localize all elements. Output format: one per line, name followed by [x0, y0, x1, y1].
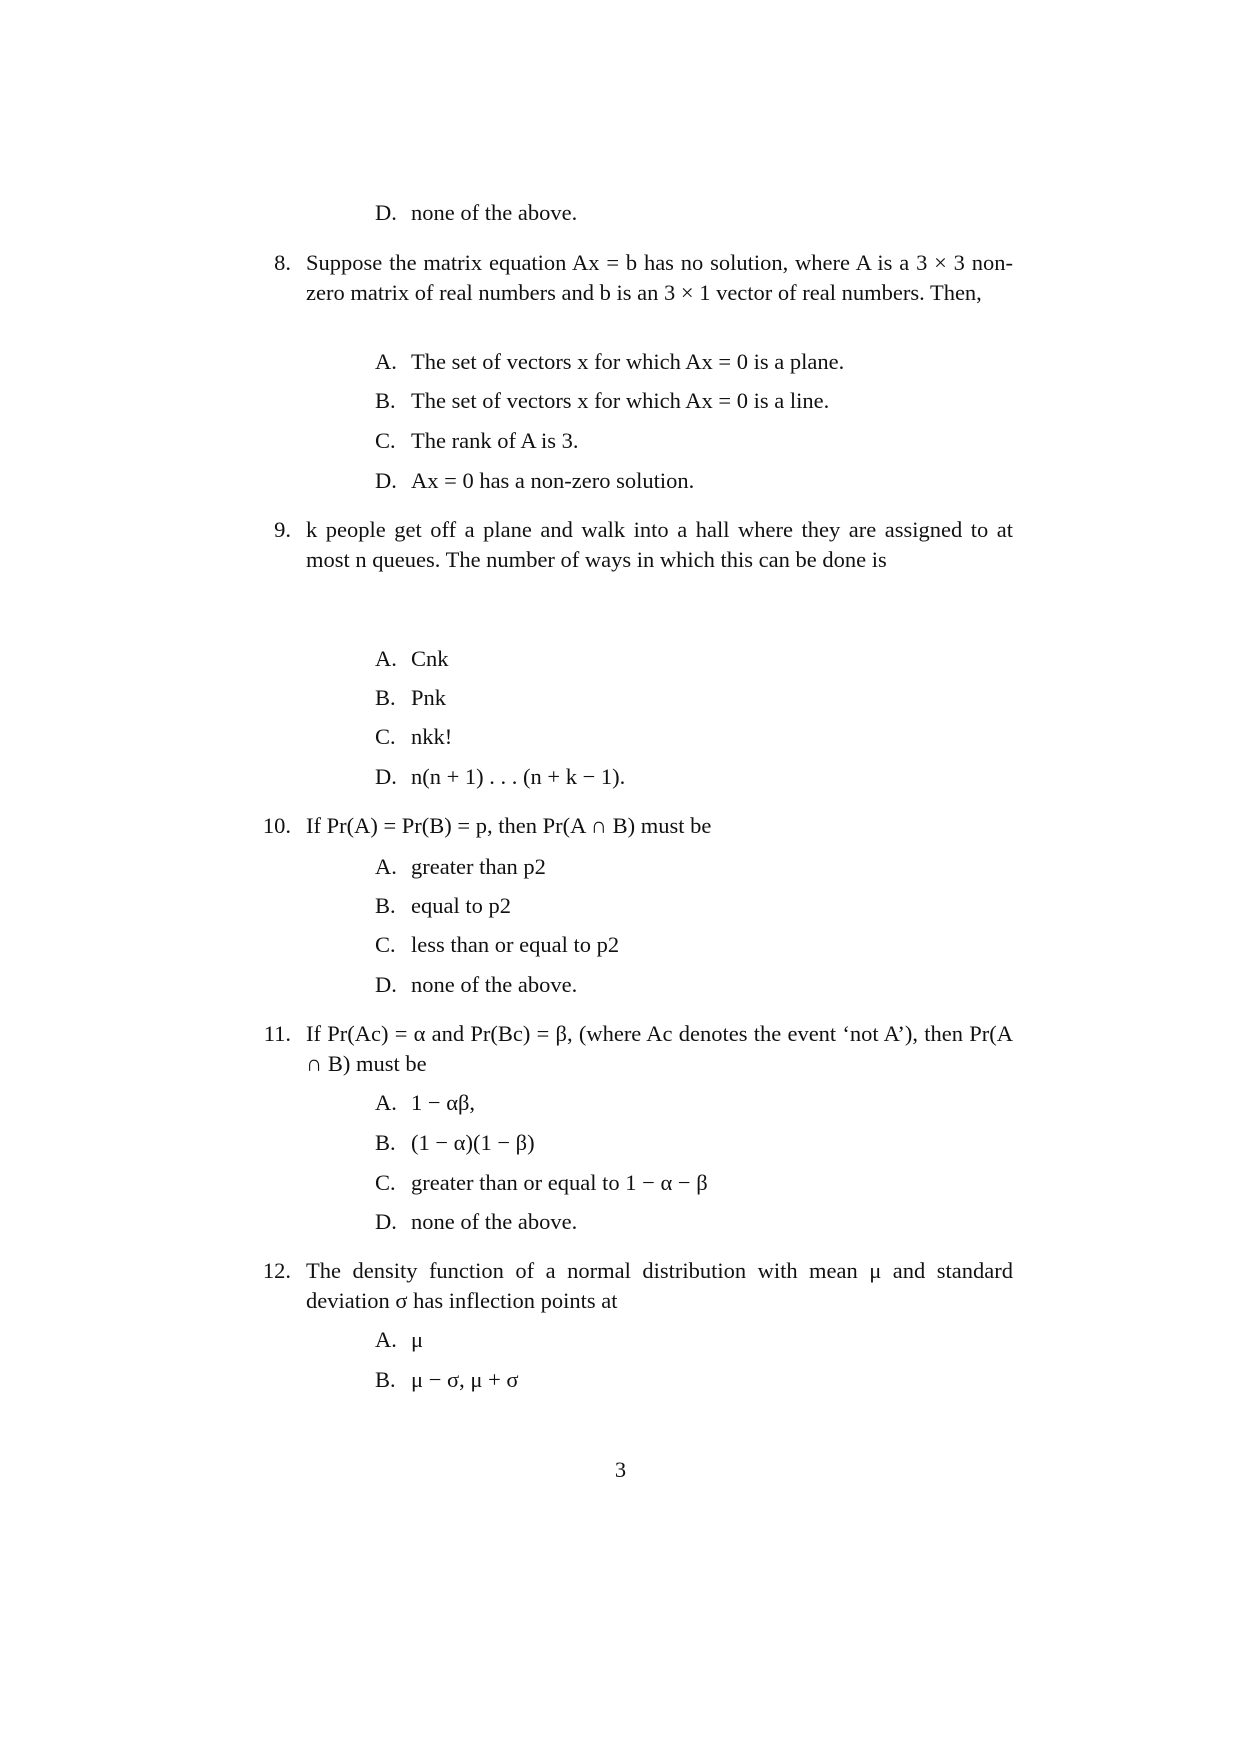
question-9-text: k people get off a plane and walk into a hall where they are assigned to at most n queues. The number of ways in which this can be done is [306, 517, 1013, 572]
q8-option-a: A. The set of vectors x for which Ax = 0 is a plane. [375, 349, 845, 374]
question-number: 8. [274, 250, 291, 275]
q9-option-d: D. n(n + 1) . . . (n + k − 1). [375, 764, 626, 789]
question-10-text: If Pr(A) = Pr(B) = p, then Pr(A ∩ B) must be [306, 813, 712, 838]
q11-option-d: D. none of the above. [375, 1209, 578, 1234]
q10-option-d: D. none of the above. [375, 972, 578, 997]
question-11-text: If Pr(Ac) = α and Pr(Bc) = β, (where Ac denotes the event ‘not A’), then Pr(A ∩ B) must be [306, 1021, 1013, 1076]
q8-option-d: D. Ax = 0 has a non-zero solution. [375, 468, 695, 493]
question-number: 9. [274, 517, 291, 542]
question-number: 11. [263, 1021, 291, 1046]
question-number: 10. [262, 813, 291, 838]
q12-option-a: A. μ [375, 1327, 424, 1352]
question-number: 12. [262, 1258, 291, 1283]
q10-option-c: C. less than or equal to p2 [375, 932, 620, 957]
q11-option-c: C. greater than or equal to 1 − α − β [375, 1170, 708, 1195]
q8-option-c: C. The rank of A is 3. [375, 428, 579, 453]
q7-option-d: D. none of the above. [375, 200, 578, 225]
q11-option-b: B. (1 − α)(1 − β) [375, 1130, 535, 1155]
q10-option-b: B. equal to p2 [375, 893, 511, 918]
q9-option-c: C. nkk! [375, 724, 453, 749]
q9-option-b: B. Pnk [375, 685, 447, 710]
page-number: 3 [614, 1457, 627, 1482]
q9-option-a: A. Cnk [375, 646, 449, 671]
q12-option-b: B. μ − σ, μ + σ [375, 1367, 519, 1392]
question-8-text: Suppose the matrix equation Ax = b has no solution, where A is a 3 × 3 non-zero matrix of real numbers and b is an 3 × 1 vector of real numbers. Then, [306, 250, 1013, 305]
question-12-text: The density function of a normal distribution with mean μ and standard deviation σ has inflection points at [306, 1258, 1013, 1313]
q11-option-a: A. 1 − αβ, [375, 1090, 476, 1115]
q8-option-b: B. The set of vectors x for which Ax = 0 is a line. [375, 388, 830, 413]
q10-option-a: A. greater than p2 [375, 854, 546, 879]
